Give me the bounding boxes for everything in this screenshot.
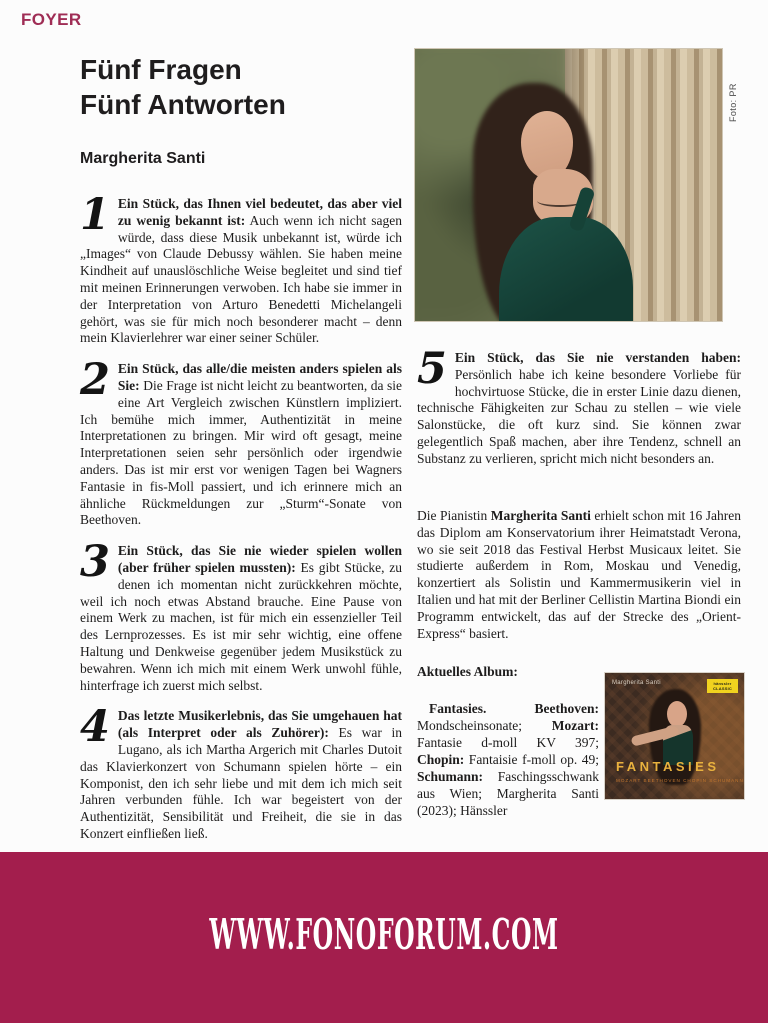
- title-line-2: Fünf Antworten: [80, 89, 286, 120]
- cover-album-title: FANTASIES: [616, 759, 720, 774]
- page-title: [80, 52, 286, 122]
- question-number: 3: [80, 537, 110, 588]
- left-column: [80, 190, 402, 857]
- album-description: [417, 700, 599, 819]
- question-lead: Ein Stück, das Sie nie wieder spielen wollen (aber früher spielen mussten):: [117, 543, 402, 575]
- question-body: Auch wenn ich nicht sagen würde, dass diese Musik unbekannt ist, würde ich „Images“ von Claude Debussy wählen. Sie haben meine Kindheit auf unauslöschliche Weise begleitet und sind tief mit meinen Erinnerungen verwoben. Ich habe sie immer in der Interpretation von Arturo Benedetti Michelangeli gehört, was sie für mich noch besonderer macht – denn mein Klavierlehrer war einer seiner Schüler.: [80, 212, 402, 346]
- photo-credit: Foto: PR: [728, 83, 738, 122]
- question-lead: Ein Stück, das Ihnen viel bedeutet, das aber viel zu wenig bekannt ist:: [117, 196, 402, 228]
- question-lead: Das letzte Musikerlebnis, das Sie umgehauen hat (als Interpret oder als Zuhörer):: [117, 708, 402, 741]
- album-run: Faschingsschwank aus Wien; Margherita Santi (2023); Hänssler: [417, 769, 599, 818]
- album-heading: Aktuelles Album:: [417, 664, 518, 679]
- bio-prefix: Die Pianistin: [417, 508, 491, 523]
- question-body: Es gibt Stücke, zu denen ich momentan nicht zurückkehren möchte, weil ich noch etwas Abstand brauche. Eine Pause von einem Werk zu machen, ist für mich ein essenzieller Teil des Lernprozesses. Es ist mir sehr wichtig, eine offene Haltung und Denkweise gegenüber jedem Musikstück zu bewahren. Wenn ich mich mit einem Werk unwohl fühle, hinterfrage ich zuerst mich selbst.: [80, 559, 402, 693]
- album-section: [417, 672, 747, 818]
- question-body: Es war in Lugano, als ich Martha Argerich mit Charles Dutoit das Klavierkonzert von Schumann spielen hörte – ein Komponist, den ich sehr liebe und mit dem ich mich seit Jahren verbunden fühle. Ich war begeistert von der Authentizität, Sensibilität und Freiheit, die sie in das Konzert einfließen ließ.: [80, 725, 402, 841]
- title-line-1: Fünf Fragen: [80, 54, 242, 85]
- question-lead: Ein Stück, das Sie nie verstanden haben:: [454, 350, 741, 365]
- album-run: Fantasie d-moll KV 397;: [417, 735, 599, 750]
- album-run-bold: Chopin:: [417, 752, 465, 767]
- question-item-1: [80, 190, 402, 347]
- right-column: [417, 344, 741, 482]
- bio-paragraph: [417, 508, 741, 642]
- question-body: Die Frage ist nicht leicht zu beantworten, da sie eine Art Vergleich zwischen Künstlern impliziert. Ich bemühe mich immer, Authentizität in meine Interpretationen zu bringen. Mir wird oft gesagt, meine Interpretationen seien sehr persönlich oder irgendwie anders. Das ist mir erst vor wenigen Tagen bei Wagners Fantasie in fis-Moll passiert, und ich erinnere mich an ähnliche Rückmeldungen zur „Sturm“-Sonate von Beethoven.: [80, 377, 402, 528]
- question-body: Persönlich habe ich keine besondere Vorliebe für hochvirtuose Stücke, die in erster Linie dazu dienen, technische Fähigkeiten zur Schau zu stellen – wie viele Salonstücke, die oft kurz sind. Sie können zwar gelegentlich Spaß machen, aber ihre Tendenz, schnell an Substanz zu verlieren, spricht mich nicht besonders an.: [417, 366, 741, 466]
- footer-band: [0, 852, 768, 1023]
- record-label-badge: hänssler CLASSIC: [707, 679, 738, 693]
- question-item-4: [80, 702, 402, 842]
- question-number: 5: [417, 344, 447, 394]
- question-item-3: [80, 537, 402, 694]
- album-run: Fantaisie f-moll op. 49;: [464, 752, 599, 767]
- footer-website-url: WWW.FONOFORUM.COM: [209, 910, 559, 959]
- section-kicker: FOYER: [21, 10, 82, 29]
- cover-person-face: [667, 701, 687, 727]
- question-lead: Ein Stück, das alle/die meisten anders spielen als Sie:: [117, 361, 402, 393]
- album-run-bold: Mozart:: [551, 718, 599, 733]
- question-number: 4: [80, 702, 110, 753]
- question-item-5: [417, 344, 741, 468]
- cover-artist-name: Margherita Santi: [612, 680, 661, 686]
- album-cover: [604, 672, 745, 800]
- album-run: Mondscheinsonate;: [417, 718, 552, 733]
- bio-rest: erhielt schon mit 16 Jahren das Diplom am Konservatorium ihrer Heimatstadt Verona, wo sie seit 2018 das Festival Herbst Musicaux leitet. Sie studierte außerdem in Rom, Moskau und Venedig, konzertiert als Solistin und Kammermusikerin viel in Italien und hat mit der Berliner Cellistin Martina Biondi ein Programm entwickelt, das auf der Strecke des „Orient-Express“ basiert.: [417, 508, 741, 641]
- artist-photo: [414, 48, 723, 322]
- cover-composers-line: MOZART BEETHOVEN CHOPIN SCHUMANN: [616, 778, 744, 783]
- album-run-bold: Schumann:: [417, 769, 484, 784]
- question-item-2: [80, 355, 402, 529]
- author-name: Margherita Santi: [80, 150, 206, 167]
- question-number: 2: [80, 355, 110, 406]
- bio-artist-name: Margherita Santi: [490, 508, 591, 523]
- album-run-bold: Fantasies. Beethoven:: [429, 701, 599, 716]
- question-number: 1: [80, 190, 110, 240]
